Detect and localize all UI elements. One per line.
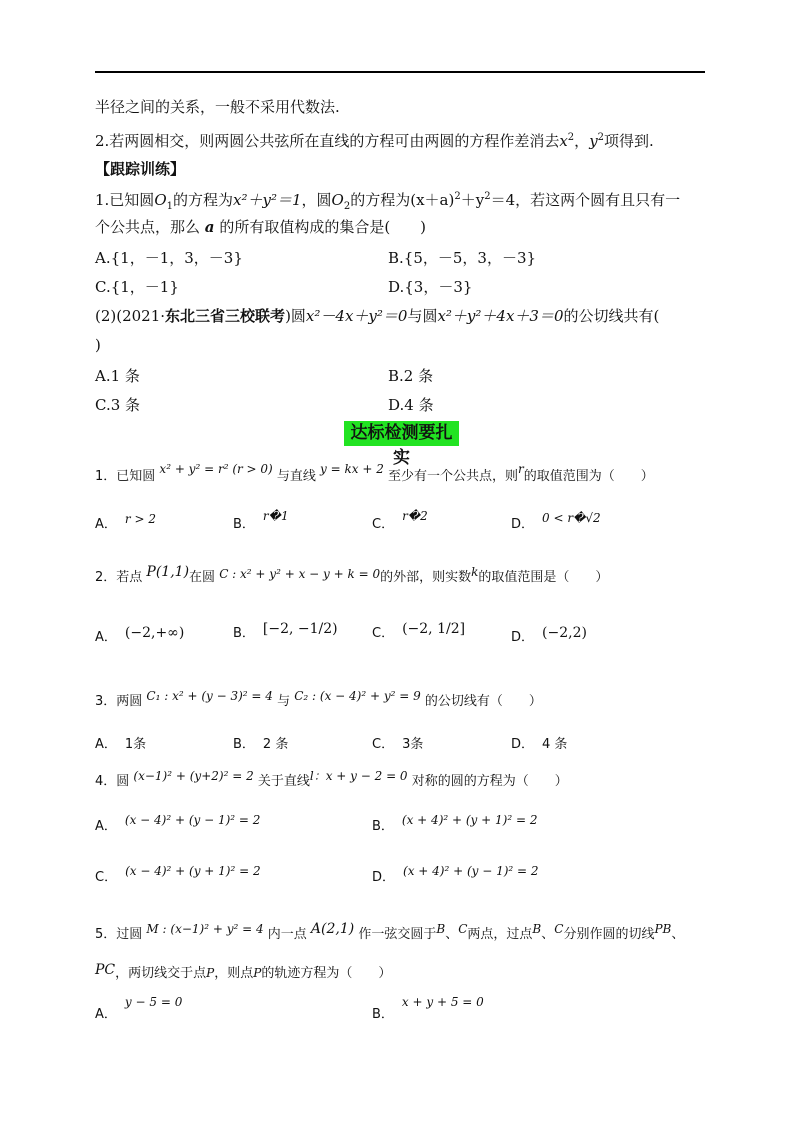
question-4-option-c[interactable]: C． (x − 4)² + (y + 1)² = 2 bbox=[95, 864, 261, 885]
question-1-option-b[interactable]: B．r�1 bbox=[233, 509, 289, 532]
question-3-option-d[interactable]: D． 4 条 bbox=[511, 737, 568, 752]
question-4: 4．圆 (x−1)² + (y+2)² = 2 关于直线l：x + y − 2 = 0 对称的圆的方程为（ ） bbox=[95, 769, 568, 789]
question-2-option-a[interactable]: A． (−2,+∞) bbox=[95, 625, 185, 645]
tracking-q1-line1: 1.已知圆$O_1$的方程为x²＋y²＝1，圆$O_2$的方程为$(x+a)^2+y^2=4$，若这两个圆有且只有一 bbox=[95, 191, 681, 212]
question-2-option-d[interactable]: D． (−2,2) bbox=[511, 625, 587, 645]
question-1-option-a[interactable]: A． r > 2 bbox=[95, 512, 156, 532]
question-2-option-b[interactable]: B． [−2, −1/2) bbox=[233, 621, 338, 641]
tracking-heading: 【跟踪训练】 bbox=[95, 160, 186, 178]
question-2-option-c[interactable]: C． (−2, 1/2] bbox=[372, 621, 466, 641]
tracking-q2-option-a[interactable]: A.1 条 bbox=[95, 367, 140, 385]
tracking-q2-line1: (2)(2021·东北三省三校联考)圆x²－4x＋y²＝0与圆x²＋y²＋4x＋3＝0的公切线共有( bbox=[95, 307, 660, 325]
tracking-q2-option-d[interactable]: D.4 条 bbox=[388, 396, 434, 414]
question-4-option-d[interactable]: D． (x + 4)² + (y − 1)² = 2 bbox=[372, 864, 539, 885]
question-4-option-b[interactable]: B． (x + 4)² + (y + 1)² = 2 bbox=[372, 813, 538, 834]
question-1-option-d[interactable]: D． 0 < r�√2 bbox=[511, 511, 601, 532]
question-5-option-b[interactable]: B．x + y + 5 = 0 bbox=[372, 995, 484, 1022]
question-3-option-a[interactable]: A． 1条 bbox=[95, 737, 147, 752]
question-2: 2．若点 P(1,1)在圆 C : x² + y² + x − y + k = 0的外部，则实数k的取值范围是（ ） bbox=[95, 564, 609, 585]
tracking-q1-option-d[interactable]: D.{3，－3} bbox=[388, 278, 473, 296]
question-5-line1: 5．过圆 M : (x−1)² + y² = 4 内一点 A(2,1) 作一弦交圆于B、C两点，过点B、C分别作圆的切线PB、 bbox=[95, 921, 685, 942]
tracking-q1-line2: 个公共点，那么 a 的所有取值构成的集合是( ) bbox=[95, 218, 427, 236]
tracking-q2-option-c[interactable]: C.3 条 bbox=[95, 396, 141, 414]
text-line-common-chord: 2.若两圆相交，则两圆公共弦所在直线的方程可由两圆的方程作差消去$x^2$，$y^2$项得到. bbox=[95, 132, 654, 150]
tracking-q2-close-paren: ) bbox=[95, 336, 101, 354]
section-title: 达标检测要扎实 bbox=[344, 421, 459, 446]
tracking-q2-option-b[interactable]: B.2 条 bbox=[388, 367, 434, 385]
question-1-option-c[interactable]: C．r�2 bbox=[372, 509, 428, 532]
tracking-q1-option-a[interactable]: A.{1，－1，3，－3} bbox=[95, 249, 243, 267]
question-4-option-a[interactable]: A． (x − 4)² + (y − 1)² = 2 bbox=[95, 813, 261, 834]
tracking-q1-option-b[interactable]: B.{5，－5，3，－3} bbox=[388, 249, 537, 267]
question-5-line2: PC，两切线交于点P，则点P的轨迹方程为（ ） bbox=[95, 962, 392, 981]
question-3-option-b[interactable]: B． 2 条 bbox=[233, 737, 289, 752]
header-rule bbox=[95, 71, 705, 73]
question-3-option-c[interactable]: C． 3条 bbox=[372, 737, 424, 752]
question-1: 1．已知圆 x² + y² = r² (r > 0) 与直线 y = kx + 2 至少有一个公共点，则r的取值范围为（ ） bbox=[95, 462, 654, 484]
question-5-option-a[interactable]: A．y − 5 = 0 bbox=[95, 995, 183, 1022]
text-line-radius: 半径之间的关系，一般不采用代数法. bbox=[95, 98, 340, 116]
question-3: 3．两圆 C₁ : x² + (y − 3)² = 4 与 C₂ : (x − 4)² + y² = 9 的公切线有（ ） bbox=[95, 689, 542, 709]
tracking-q1-option-c[interactable]: C.{1，－1} bbox=[95, 278, 179, 296]
